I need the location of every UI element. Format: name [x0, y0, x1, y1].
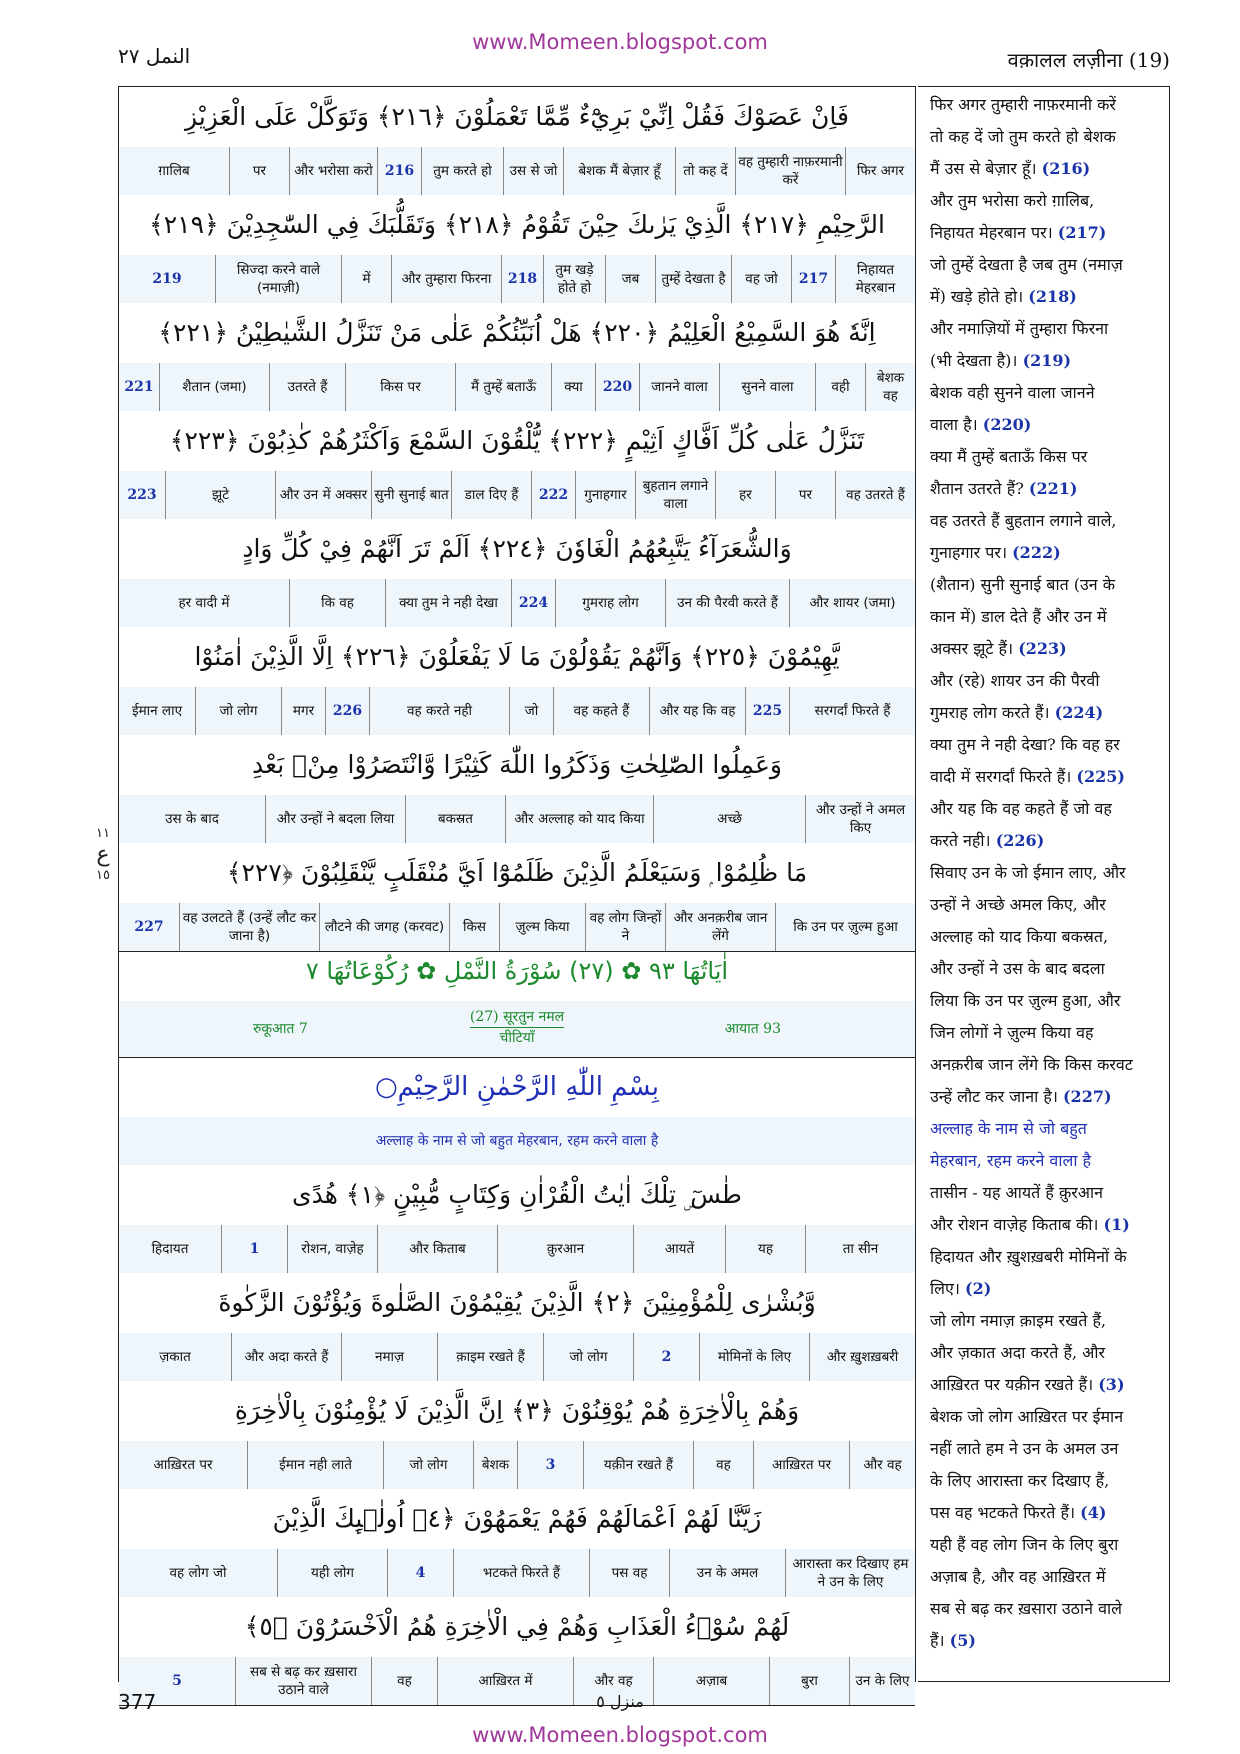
gloss-cell: वह कहते हैं: [553, 687, 649, 735]
ayat-count: आयात 93: [724, 1021, 781, 1037]
translation-line: [930, 249, 1166, 281]
translation-line: [930, 1433, 1166, 1465]
translation-text: फिर अगर तुम्हारी नाफ़रमानी करें: [930, 95, 1116, 114]
gloss-cell: आख़िरत पर: [153, 1457, 213, 1473]
site-url-bottom[interactable]: www.Momeen.blogspot.com: [472, 1723, 768, 1747]
translation-text: मैं उस से बेज़ार हूँ।: [930, 159, 1037, 178]
translation-text: में) खड़े होते हो।: [930, 287, 1024, 306]
translation-line: [930, 1113, 1166, 1145]
gloss-cell: और वह: [573, 1657, 653, 1705]
surah-title: اٰيَاتُهَا ٩٣ ✿ (٢٧) سُوْرَةُ النَّمْلِ ✿ رُكُوْعَاتُهَا ٧: [119, 941, 915, 1002]
gloss-cell: सब से बढ़ कर ख़सारा उठाने वाले: [235, 1657, 371, 1705]
translation-line: [930, 1081, 1166, 1113]
translation-line: [930, 1209, 1166, 1241]
ayah-number-cell: 2: [633, 1333, 699, 1381]
ayah-number-cell: 221: [124, 379, 154, 395]
gloss-cell: हिदायत: [151, 1241, 189, 1257]
translation-line: [930, 793, 1166, 825]
translation-line: [930, 569, 1166, 601]
ayah-number-cell: 220: [595, 363, 639, 411]
ruku-top-number: ١١: [96, 826, 110, 841]
gloss-cell: सिज्दा करने वाले (नमाज़ी): [215, 255, 341, 303]
gloss-cell: गुमराह लोग: [555, 579, 665, 627]
translation-line: [930, 281, 1166, 313]
gloss-cell: और भरोसा करो: [289, 147, 377, 195]
translation-text: तासीन - यह आयतें हैं क़ुरआन: [930, 1183, 1104, 1202]
translation-ayah-number: (220): [982, 415, 1032, 434]
gloss-cell: सुनी सुनाई बात: [371, 471, 451, 519]
translation-line: [930, 697, 1166, 729]
gloss-cell: उन के लिए: [849, 1657, 915, 1705]
translation-line: [930, 1337, 1166, 1369]
ayah-line: وَهُمْ بِالْاٰخِرَةِ هُمْ يُوْقِنُوْنَ ﴿٣﴾ اِنَّ الَّذِيْنَ لَا يُؤْمِنُوْنَ بِالْاٰخِرَةِ: [119, 1381, 915, 1442]
gloss-cell: बेशक मैं बेज़ार हूँ: [563, 147, 675, 195]
ayah-line: طٰسٓ ۣ تِلْكَ اٰيٰتُ الْقُرْاٰنِ وَكِتَابٍ مُّبِيْنٍ ﴿١﴾ هُدًى: [119, 1165, 915, 1226]
translation-line: [930, 217, 1166, 249]
translation-ayah-number: (224): [1054, 703, 1104, 722]
gloss-cell: क़ाइम रखते हैं: [437, 1333, 543, 1381]
ayah-number-cell: 4: [387, 1549, 453, 1597]
gloss-cell: में: [341, 255, 391, 303]
translation-line: [930, 1273, 1166, 1305]
translation-ayah-number: (4): [1080, 1503, 1107, 1522]
translation-line: [930, 857, 1166, 889]
translation-line: [930, 89, 1166, 121]
gloss-cell: वह तुम्हारी नाफ़रमानी करें: [735, 147, 845, 195]
translation-text: और (रहे) शायर उन की पैरवी: [930, 671, 1100, 690]
translation-text: अल्लाह को याद किया बकस्रत,: [930, 927, 1109, 946]
ayah-number-cell: 5: [172, 1673, 182, 1689]
translation-text: क्या तुम ने नही देखा? कि वह हर: [930, 735, 1120, 754]
word-gloss-row: [119, 1549, 915, 1598]
gloss-cell: जो लोग: [195, 687, 281, 735]
ayah-number-cell: 1: [221, 1225, 287, 1273]
translation-text: सब से बढ़ कर ख़सारा उठाने वाले: [930, 1599, 1122, 1618]
ayah-line: وَعَمِلُوا الصّٰلِحٰتِ وَذَكَرُوا اللّٰهَ كَثِيْرًا وَّانْتَصَرُوْا مِنْۢ بَعْدِ: [119, 735, 915, 796]
gloss-cell: और अदा करते हैं: [231, 1333, 341, 1381]
translation-line: [930, 409, 1166, 441]
translation-text: लिया कि उन पर ज़ुल्म हुआ, और: [930, 991, 1121, 1010]
translation-text: जो तुम्हें देखता है जब तुम (नमाज़: [930, 255, 1123, 274]
gloss-cell: उस से जो: [503, 147, 563, 195]
translation-text: और नमाज़ियों में तुम्हारा फिरना: [930, 319, 1109, 338]
ayah-line: يَّهِيْمُوْنَ ﴿٢٢٥﴾ وَاَنَّهُمْ يَقُوْلُوْنَ مَا لَا يَفْعَلُوْنَ ﴿٢٢٦﴾ اِلَّا الَّذِيْنَ اٰمَنُوْا: [119, 627, 915, 688]
translation-line: [930, 1465, 1166, 1497]
translation-text: गुनाहगार पर।: [930, 543, 1008, 562]
ayah-line: فَاِنْ عَصَوْكَ فَقُلْ اِنِّيْ بَرِيْٓءٌ مِّمَّا تَعْمَلُوْنَ ﴿٢١٦﴾ وَتَوَكَّلْ عَلَى الْعَزِيْزِ: [119, 87, 915, 148]
gloss-cell: ईमान लाए: [131, 703, 183, 719]
manzil-label: منزل ٥: [596, 1692, 644, 1711]
gloss-cell: और किताब: [377, 1225, 497, 1273]
translation-text: वादी में सरगर्दां फिरते हैं।: [930, 767, 1072, 786]
gloss-cell: अच्छे: [653, 795, 805, 843]
gloss-cell: जब: [605, 255, 655, 303]
translation-line: [930, 601, 1166, 633]
translation-line: [930, 953, 1166, 985]
translation-line: [930, 1049, 1166, 1081]
translation-line: [930, 473, 1166, 505]
surah-header: النمل ٢٧: [118, 44, 191, 68]
page-number: 377: [118, 1690, 157, 1714]
translation-text: (शैतान) सुनी सुनाई बात (उन के: [930, 575, 1116, 594]
gloss-cell: और अल्लाह को याद किया: [505, 795, 653, 843]
gloss-cell: और उन में अक्सर: [275, 471, 371, 519]
translation-text: और ज़कात अदा करते हैं, और: [930, 1343, 1106, 1362]
translation-line: [930, 1369, 1166, 1401]
gloss-cell: क़ुरआन: [497, 1225, 633, 1273]
translation-text: के लिए आरास्ता कर दिखाए हैं,: [930, 1471, 1110, 1490]
ayah-line: اِنَّهٗ هُوَ السَّمِيْعُ الْعَلِيْمُ ﴿٢٢٠﴾ هَلْ اُنَبِّئُكُمْ عَلٰى مَنْ تَنَزَّلُ الشَّيٰطِيْنُ ﴿٢٢١﴾: [119, 303, 915, 364]
word-gloss-row: [119, 1441, 915, 1490]
translation-line: [930, 441, 1166, 473]
ayah-number-cell: 225: [745, 687, 789, 735]
gloss-cell: यह: [725, 1225, 805, 1273]
ayah-number-cell: 218: [501, 255, 543, 303]
gloss-cell: ज़कात: [159, 1349, 191, 1365]
gloss-cell: आरास्ता कर दिखाए हम ने उन के लिए: [785, 1549, 915, 1597]
ayah-line: وَّبُشْرٰى لِلْمُؤْمِنِيْنَ ﴿٢﴾ الَّذِيْنَ يُقِيْمُوْنَ الصَّلٰوةَ وَيُؤْتُوْنَ الزَّكٰوةَ: [119, 1273, 915, 1334]
site-url-top[interactable]: www.Momeen.blogspot.com: [472, 30, 768, 54]
ayah-number-cell: 3: [517, 1441, 583, 1489]
translation-text: यही हैं वह लोग जिन के लिए बुरा: [930, 1535, 1119, 1554]
translation-line: [930, 1529, 1166, 1561]
translation-text: वाला है।: [930, 415, 978, 434]
ruku-bottom-number: ١٥: [96, 868, 110, 883]
translation-text: हिदायत और ख़ुशख़बरी मोमिनों के: [930, 1247, 1127, 1266]
ayah-number-cell: 227: [134, 919, 164, 935]
gloss-cell: झूटे: [165, 471, 275, 519]
translation-text: (भी देखता है)।: [930, 351, 1018, 370]
gloss-cell: आख़िरत में: [437, 1657, 573, 1705]
translation-line: [930, 761, 1166, 793]
gloss-cell: तुम्हें देखता है: [655, 255, 731, 303]
gloss-cell: वह उलटते हैं (उन्हें लौट कर जाना है): [179, 903, 319, 951]
gloss-cell: कि उन पर ज़ुल्म हुआ: [775, 903, 915, 951]
gloss-cell: नमाज़: [341, 1333, 437, 1381]
ayah-line: مَا ظُلِمُوْا ۭ وَسَيَعْلَمُ الَّذِيْنَ ظَلَمُوْٓا اَيَّ مُنْقَلَبٍ يَّنْقَلِبُوْنَ ﴿٢٢٧﴾: [119, 843, 915, 904]
gloss-cell: और शायर (जमा): [789, 579, 915, 627]
translation-ayah-number: (221): [1028, 479, 1078, 498]
gloss-cell: बेशक वह: [865, 363, 915, 411]
gloss-cell: और उन्हों ने अमल किए: [805, 795, 915, 843]
translation-text: वह उतरते हैं बुहतान लगाने वाले,: [930, 511, 1117, 530]
translation-line: [930, 1593, 1166, 1625]
gloss-cell: जो लोग: [543, 1333, 633, 1381]
gloss-cell: तो कह दें: [675, 147, 735, 195]
translation-line: [930, 921, 1166, 953]
translation-ayah-number: (223): [1018, 639, 1067, 658]
translation-line: [930, 1017, 1166, 1049]
gloss-cell: बकस्रत: [405, 795, 505, 843]
juz-header: वक़ालल लज़ीना (19): [1007, 48, 1170, 72]
gloss-cell: पस वह: [589, 1549, 669, 1597]
gloss-cell: फिर अगर: [845, 147, 915, 195]
gloss-cell: तुम खड़े होते हो: [543, 255, 605, 303]
ayah-line: زَيَّنَّا لَهُمْ اَعْمَالَهُمْ فَهُمْ يَعْمَهُوْنَ ﴿٤﴾ اُولٰۗىِٕكَ الَّذِيْنَ: [119, 1489, 915, 1550]
gloss-cell: मोमिनों के लिए: [699, 1333, 809, 1381]
translation-line: [930, 889, 1166, 921]
gloss-cell: मैं तुम्हें बताऊँ: [455, 363, 551, 411]
ayah-number-cell: 223: [127, 487, 157, 503]
translation-line: [930, 665, 1166, 697]
ayah-line: لَهُمْ سُوْۗءُ الْعَذَابِ وَهُمْ فِي الْاٰخِرَةِ هُمُ الْاَخْسَرُوْنَ ﴿٥﴾: [119, 1597, 915, 1658]
gloss-cell: ग़ालिब: [158, 163, 190, 179]
translation-ayah-number: (219): [1022, 351, 1072, 370]
gloss-cell: ज़ुल्म किया: [499, 903, 585, 951]
translation-text: अनक़रीब जान लेंगे कि किस करवट: [930, 1055, 1133, 1074]
gloss-cell: उन के अमल: [669, 1549, 785, 1597]
gloss-cell: वह लोग जिन्हों ने: [585, 903, 665, 951]
gloss-cell: ईमान नही लाते: [247, 1441, 383, 1489]
translation-text: पस वह भटकते फिरते हैं।: [930, 1503, 1076, 1522]
quran-grid: [118, 86, 916, 1698]
translation-text: अल्लाह के नाम से जो बहुत: [930, 1119, 1087, 1138]
translation-text: गुमराह लोग करते हैं।: [930, 703, 1050, 722]
translation-text: मेहरबान, रहम करने वाला है: [930, 1151, 1092, 1170]
translation-text: निहायत मेहरबान पर।: [930, 223, 1053, 242]
translation-line: [930, 313, 1166, 345]
translation-line: [930, 1625, 1166, 1657]
translation-line: [930, 1145, 1166, 1177]
translation-ayah-number: (227): [1062, 1087, 1112, 1106]
translation-text: और उन्हों ने उस के बाद बदला: [930, 959, 1105, 978]
translation-ayah-number: (2): [965, 1279, 992, 1298]
translation-ayah-number: (218): [1028, 287, 1077, 306]
word-gloss-row: [119, 795, 915, 844]
translation-text: हैं।: [930, 1631, 945, 1650]
translation-line: [930, 729, 1166, 761]
translation-line: [930, 1497, 1166, 1529]
translation-text: और रोशन वाज़ेह किताब की।: [930, 1215, 1099, 1234]
gloss-cell: सुनने वाला: [719, 363, 815, 411]
translation-line: [930, 345, 1166, 377]
gloss-cell: उतरते हैं: [269, 363, 345, 411]
gloss-cell: हर: [715, 471, 775, 519]
side-translation-column: [918, 86, 1170, 1682]
word-gloss-row: [119, 147, 915, 196]
translation-line: [930, 633, 1166, 665]
gloss-cell: रोशन, वाज़ेह: [287, 1225, 377, 1273]
translation-text: क्या मैं तुम्हें बताऊँ किस पर: [930, 447, 1088, 466]
gloss-cell: और ख़ुशख़बरी: [809, 1333, 915, 1381]
gloss-cell: शैतान (जमा): [159, 363, 269, 411]
gloss-cell: और उन्हों ने बदला लिया: [265, 795, 405, 843]
translation-line: [930, 121, 1166, 153]
surah-info-bar: [119, 1001, 915, 1058]
translation-line: [930, 537, 1166, 569]
word-gloss-row: [119, 1225, 915, 1274]
translation-text: और यह कि वह कहते हैं जो वह: [930, 799, 1112, 818]
gloss-cell: और अनक़रीब जान लेंगे: [665, 903, 775, 951]
translation-ayah-number: (217): [1057, 223, 1107, 242]
gloss-cell: आख़िरत पर: [753, 1441, 849, 1489]
word-gloss-row: [119, 687, 915, 736]
gloss-cell: लौटने की जगह (करवट): [319, 903, 449, 951]
gloss-cell: वही: [815, 363, 865, 411]
gloss-cell: आयतें: [633, 1225, 725, 1273]
translation-line: [930, 825, 1166, 857]
surah-meaning: चीटियाँ: [499, 1030, 535, 1046]
gloss-cell: उस के बाद: [165, 811, 219, 827]
ayah-number-cell: 216: [377, 147, 421, 195]
gloss-cell: वह लोग जो: [169, 1565, 227, 1581]
translation-line: [930, 505, 1166, 537]
ayah-number-cell: 219: [152, 271, 182, 287]
translation-text: अज़ाब है, और वह आख़िरत में: [930, 1567, 1106, 1586]
gloss-cell: किस पर: [345, 363, 455, 411]
word-gloss-row: [119, 255, 915, 304]
translation-text: कान में) डाल देते हैं और उन में: [930, 607, 1107, 626]
translation-text: शैतान उतरते हैं?: [930, 479, 1024, 498]
translation-line: [930, 1177, 1166, 1209]
bismillah-translation: अल्लाह के नाम से जो बहुत मेहरबान, रहम करने वाला है: [119, 1117, 915, 1166]
gloss-cell: और यह कि वह: [649, 687, 745, 735]
gloss-cell: वह: [693, 1441, 753, 1489]
translation-line: [930, 1305, 1166, 1337]
gloss-cell: बेशक: [473, 1441, 517, 1489]
translation-text: करते नही।: [930, 831, 991, 850]
translation-ayah-number: (225): [1076, 767, 1125, 786]
translation-text: जो लोग नमाज़ क़ाइम रखते हैं,: [930, 1311, 1107, 1330]
surah-name-block: [119, 1007, 915, 1048]
translation-line: [930, 377, 1166, 409]
ayah-number-cell: 217: [791, 255, 835, 303]
gloss-cell: वह जो: [731, 255, 791, 303]
gloss-cell: वह: [371, 1657, 437, 1705]
ruku-count: रुकूआत 7: [253, 1021, 308, 1037]
translation-ayah-number: (1): [1103, 1215, 1130, 1234]
gloss-cell: उन की पैरवी करते हैं: [665, 579, 789, 627]
gloss-cell: और वह: [849, 1441, 915, 1489]
bismillah: بِسْمِ اللّٰهِ الرَّحْمٰنِ الرَّحِيْمِ○: [119, 1057, 915, 1118]
surah-name-hindi: (27) सूरतुन नमल: [470, 1007, 564, 1028]
translation-line: [930, 153, 1166, 185]
translation-ayah-number: (5): [949, 1631, 976, 1650]
ayah-number-cell: 222: [531, 471, 575, 519]
translation-text: जिन लोगों ने ज़ुल्म किया वह: [930, 1023, 1094, 1042]
translation-text: आख़िरत पर यक़ीन रखते हैं।: [930, 1375, 1094, 1394]
gloss-cell: गुनाहगार: [575, 471, 635, 519]
gloss-cell: जानने वाला: [639, 363, 719, 411]
gloss-cell: बुहतान लगाने वाला: [635, 471, 715, 519]
translation-text: लिए।: [930, 1279, 960, 1298]
gloss-cell: वह करते नही: [369, 687, 509, 735]
gloss-cell: क्या: [551, 363, 595, 411]
translation-text: तो कह दें जो तुम करते हो बेशक: [930, 127, 1116, 146]
gloss-cell: कि वह: [289, 579, 385, 627]
translation-line: [930, 1561, 1166, 1593]
gloss-cell: भटकते फिरते हैं: [453, 1549, 589, 1597]
translation-text: उन्हों ने अच्छे अमल किए, और: [930, 895, 1106, 914]
translation-line: [930, 985, 1166, 1017]
ayah-line: تَنَزَّلُ عَلٰى كُلِّ اَفَّاكٍ اَثِيْمٍ ﴿٢٢٢﴾ يُّلْقُوْنَ السَّمْعَ وَاَكْثَرُهُمْ كٰذِبُوْنَ ﴿٢٢٣﴾: [119, 411, 915, 472]
gloss-cell: जो लोग: [383, 1441, 473, 1489]
translation-ayah-number: (222): [1012, 543, 1061, 562]
word-gloss-row: [119, 1333, 915, 1382]
ayah-number-cell: 226: [325, 687, 369, 735]
word-gloss-row: [119, 471, 915, 520]
gloss-cell: निहायत मेहरबान: [835, 255, 915, 303]
translation-text: सिवाए उन के जो ईमान लाए, और: [930, 863, 1126, 882]
translation-text: उन्हें लौट कर जाना है।: [930, 1087, 1058, 1106]
word-gloss-row: [119, 903, 915, 952]
gloss-cell: पर: [775, 471, 835, 519]
gloss-cell: बुरा: [769, 1657, 849, 1705]
gloss-cell: जो: [509, 687, 553, 735]
gloss-cell: और तुम्हारा फिरना: [391, 255, 501, 303]
ruku-marker: [88, 826, 118, 884]
translation-ayah-number: (216): [1041, 159, 1091, 178]
translation-text: नहीं लाते हम ने उन के अमल उन: [930, 1439, 1119, 1458]
translation-line: [930, 185, 1166, 217]
translation-text: बेशक जो लोग आख़िरत पर ईमान: [930, 1407, 1124, 1426]
translation-text: अक्सर झूटे हैं।: [930, 639, 1014, 658]
gloss-cell: डाल दिए हैं: [451, 471, 531, 519]
ruku-sign: ع: [96, 842, 110, 867]
translation-ayah-number: (3): [1098, 1375, 1125, 1394]
gloss-cell: यही लोग: [277, 1549, 387, 1597]
word-gloss-row: [119, 579, 915, 628]
gloss-cell: पर: [229, 147, 289, 195]
gloss-cell: मगर: [281, 687, 325, 735]
ayah-line: وَالشُّعَرَآءُ يَتَّبِعُهُمُ الْغَاوٗنَ ﴿٢٢٤﴾ اَلَمْ تَرَ اَنَّهُمْ فِيْ كُلِّ وَادٍ: [119, 519, 915, 580]
ayah-line: الرَّحِيْمِ ﴿٢١٧﴾ الَّذِيْ يَرٰىكَ حِيْنَ تَقُوْمُ ﴿٢١٨﴾ وَتَقَلُّبَكَ فِي السّٰجِدِيْنَ ﴿٢١٩﴾: [119, 195, 915, 256]
word-gloss-row: [119, 363, 915, 412]
translation-text: बेशक वही सुनने वाला जानने: [930, 383, 1095, 402]
translation-ayah-number: (226): [995, 831, 1045, 850]
gloss-cell: किस: [449, 903, 499, 951]
gloss-cell: हर वादी में: [178, 595, 230, 611]
gloss-cell: अज़ाब: [653, 1657, 769, 1705]
gloss-cell: वह उतरते हैं: [835, 471, 915, 519]
translation-line: [930, 1241, 1166, 1273]
translation-line: [930, 1401, 1166, 1433]
gloss-cell: सरगर्दां फिरते हैं: [789, 687, 915, 735]
gloss-cell: यक़ीन रखते हैं: [583, 1441, 693, 1489]
gloss-cell: तुम करते हो: [421, 147, 503, 195]
ayah-number-cell: 224: [511, 579, 555, 627]
translation-text: और तुम भरोसा करो ग़ालिब,: [930, 191, 1095, 210]
gloss-cell: क्या तुम ने नही देखा: [385, 579, 511, 627]
gloss-cell: ता सीन: [805, 1225, 915, 1273]
